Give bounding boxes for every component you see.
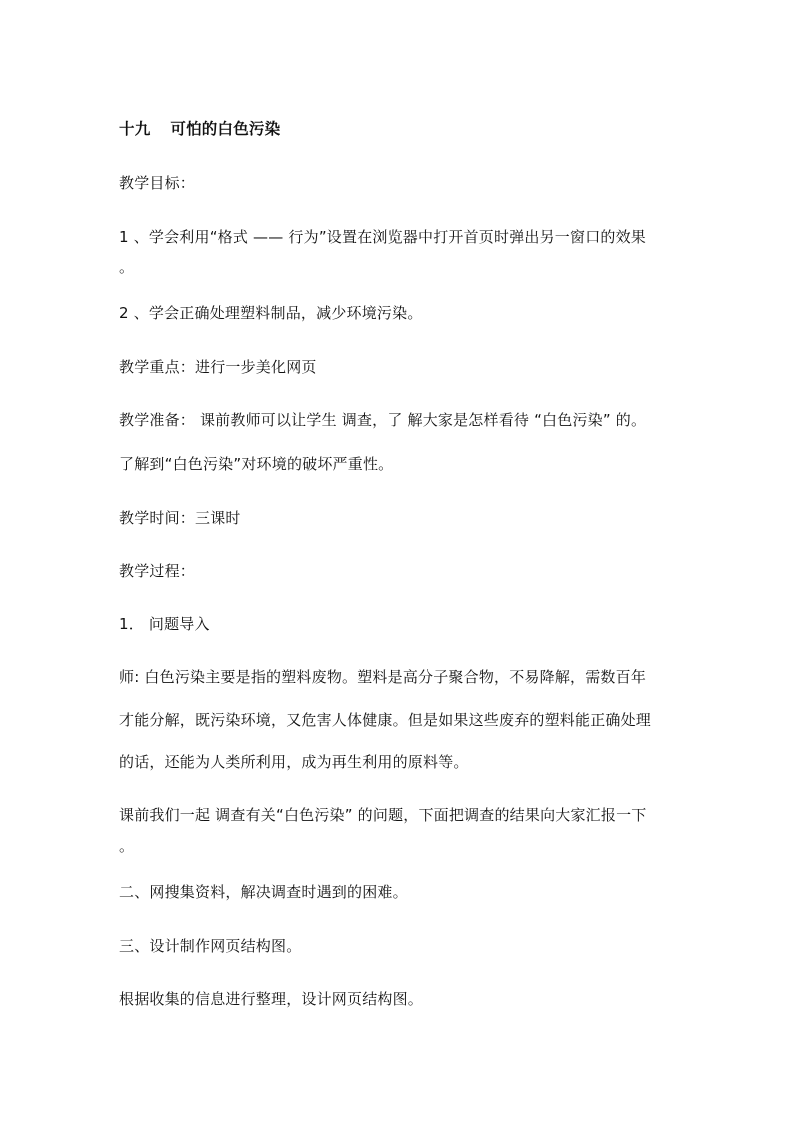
preparation-line-2: 了解到“白色污染”对环境的破坏严重性。 (119, 455, 394, 473)
objective-1-line-2: 。 (119, 258, 135, 276)
process-heading: 教学过程： (119, 562, 196, 580)
lesson-number: 十九 (119, 120, 151, 138)
preparation-line-1: 教学准备： 课前教师可以让学生 调查，了 解大家是怎样看待 “白色污染” 的。 (119, 411, 647, 429)
step-1: 1． 问题导入 (119, 615, 210, 633)
objective-2: 2 、学会正确处理塑料制品，减少环境污染。 (119, 304, 423, 322)
teacher-paragraph-line-1: 师: 白色污染主要是指的塑料废物。塑料是高分子聚合物，不易降解，需数百年 (119, 668, 647, 686)
step-2: 二、网搜集资料，解决调查时遇到的困难。 (119, 883, 408, 901)
objectives-heading: 教学目标： (119, 174, 196, 192)
lesson-title-text: 可怕的白色污染 (170, 120, 281, 138)
step-3: 三、设计制作网页结构图。 (119, 937, 302, 955)
teacher-paragraph-line-3: 的话，还能为人类所利用，成为再生利用的原料等。 (119, 753, 469, 771)
step-3-detail: 根据收集的信息进行整理，设计网页结构图。 (119, 990, 424, 1008)
survey-line-2: 。 (119, 837, 135, 855)
teaching-time: 教学时间：三课时 (119, 509, 241, 527)
teacher-paragraph-line-2: 才能分解，既污染环境，又危害人体健康。但是如果这些废弃的塑料能正确处理 (119, 711, 652, 729)
objective-1-line-1: 1 、学会利用“格式 —— 行为”设置在浏览器中打开首页时弹出另一窗口的效果 (119, 228, 646, 246)
lesson-title (119, 119, 679, 139)
key-point: 教学重点：进行一步美化网页 (119, 358, 317, 376)
survey-line-1: 课前我们一起 调查有关“白色污染” 的问题，下面把调查的结果向大家汇报一下 (119, 806, 647, 824)
